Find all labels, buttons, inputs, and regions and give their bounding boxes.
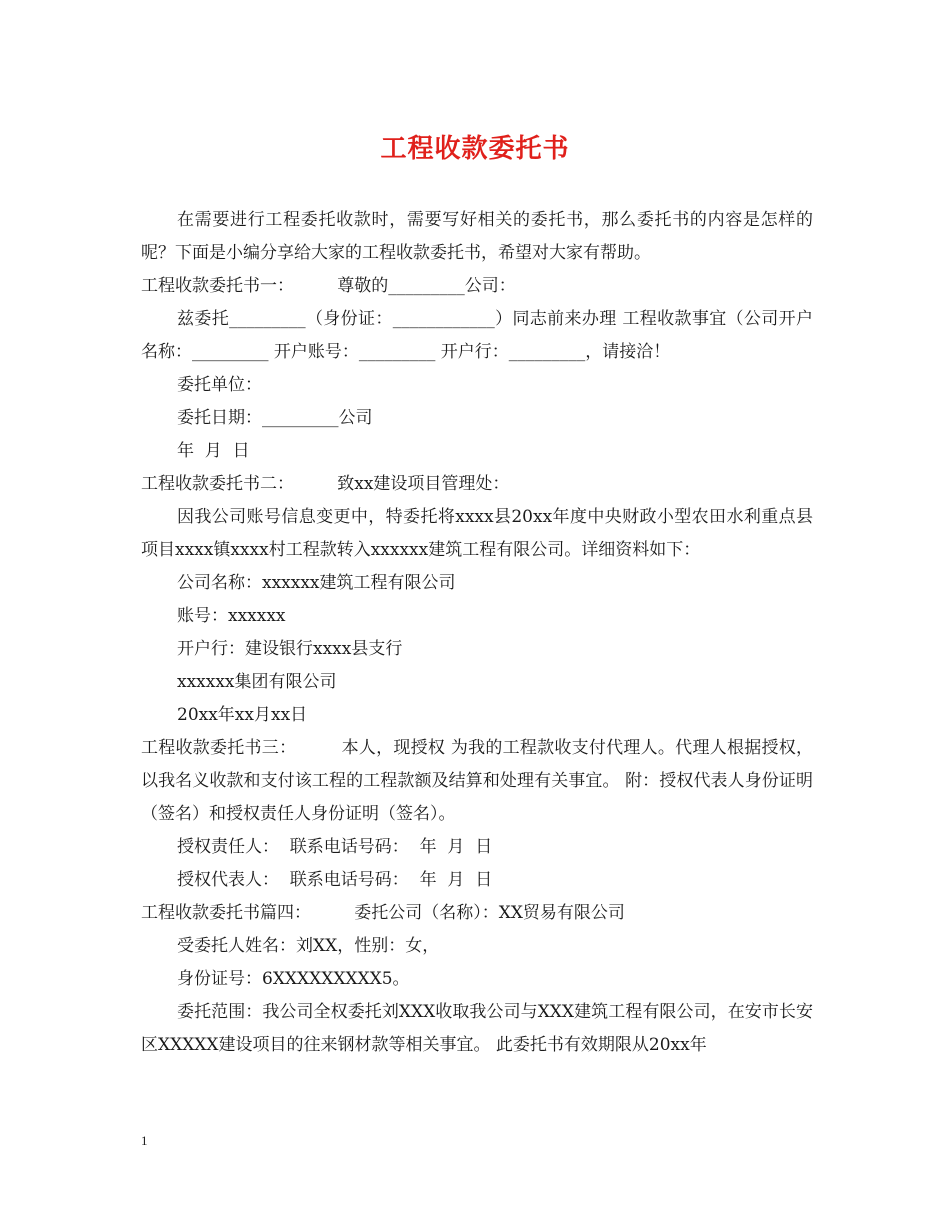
paragraph: 公司名称：xxxxxx建筑工程有限公司	[177, 573, 456, 593]
paragraph: 授权代表人： 联系电话号码： 年 月 日	[177, 870, 493, 890]
paragraph: 委托范围：我公司全权委托刘XXX收取我公司与XXX建筑工程有限公司，在安市长安区XXXXX建设项目的往来钢材款等相关事宜。 此委托书有效期限从20xx年	[141, 1002, 813, 1055]
paragraph: 账号：xxxxxx	[177, 606, 286, 626]
paragraph: 在需要进行工程委托收款时，需要写好相关的委托书，那么委托书的内容是怎样的呢？下面是小编分享给大家的工程收款委托书，希望对大家有帮助。	[141, 210, 813, 263]
paragraph: 委托单位：	[177, 375, 262, 395]
document-body	[141, 204, 813, 1062]
page-number: 1	[141, 1133, 148, 1148]
section-heading-4: 工程收款委托书篇四： 委托公司（名称）：XX贸易有限公司	[141, 903, 625, 923]
section-heading-2: 工程收款委托书二： 致xx建设项目管理处：	[141, 474, 510, 494]
paragraph: 年 月 日	[177, 441, 250, 461]
paragraph: 开户行：建设银行xxxx县支行	[177, 639, 403, 659]
section-heading-1: 工程收款委托书一： 尊敬的_________公司：	[141, 276, 516, 296]
paragraph: 身份证号：6XXXXXXXXX5。	[177, 969, 410, 989]
paragraph: 20xx年xx月xx日	[177, 705, 308, 725]
paragraph: 委托日期：_________公司	[177, 408, 373, 428]
paragraph: 兹委托_________（身份证：____________）同志前来办理 工程收款事宜（公司开户名称：_________ 开户账号：_________ 开户行：_________，请接洽！	[141, 309, 813, 362]
section-heading-3: 工程收款委托书三： 本人，现授权 为我的工程款收支付代理人。代理人根据授权，以我名义收款和支付该工程的工程款额及结算和处理有关事宜。 附：授权代表人身份证明（签名）和授权责任人身份证明（签名）。	[141, 738, 813, 824]
paragraph: 授权责任人： 联系电话号码： 年 月 日	[177, 837, 493, 857]
paragraph: xxxxxx集团有限公司	[177, 672, 337, 692]
paragraph: 因我公司账号信息变更中，特委托将xxxx县20xx年度中央财政小型农田水利重点县项目xxxx镇xxxx村工程款转入xxxxxx建筑工程有限公司。详细资料如下：	[141, 507, 813, 560]
paragraph: 受委托人姓名：刘XX，性别：女，	[177, 936, 440, 956]
document-title: 工程收款委托书	[380, 134, 570, 164]
